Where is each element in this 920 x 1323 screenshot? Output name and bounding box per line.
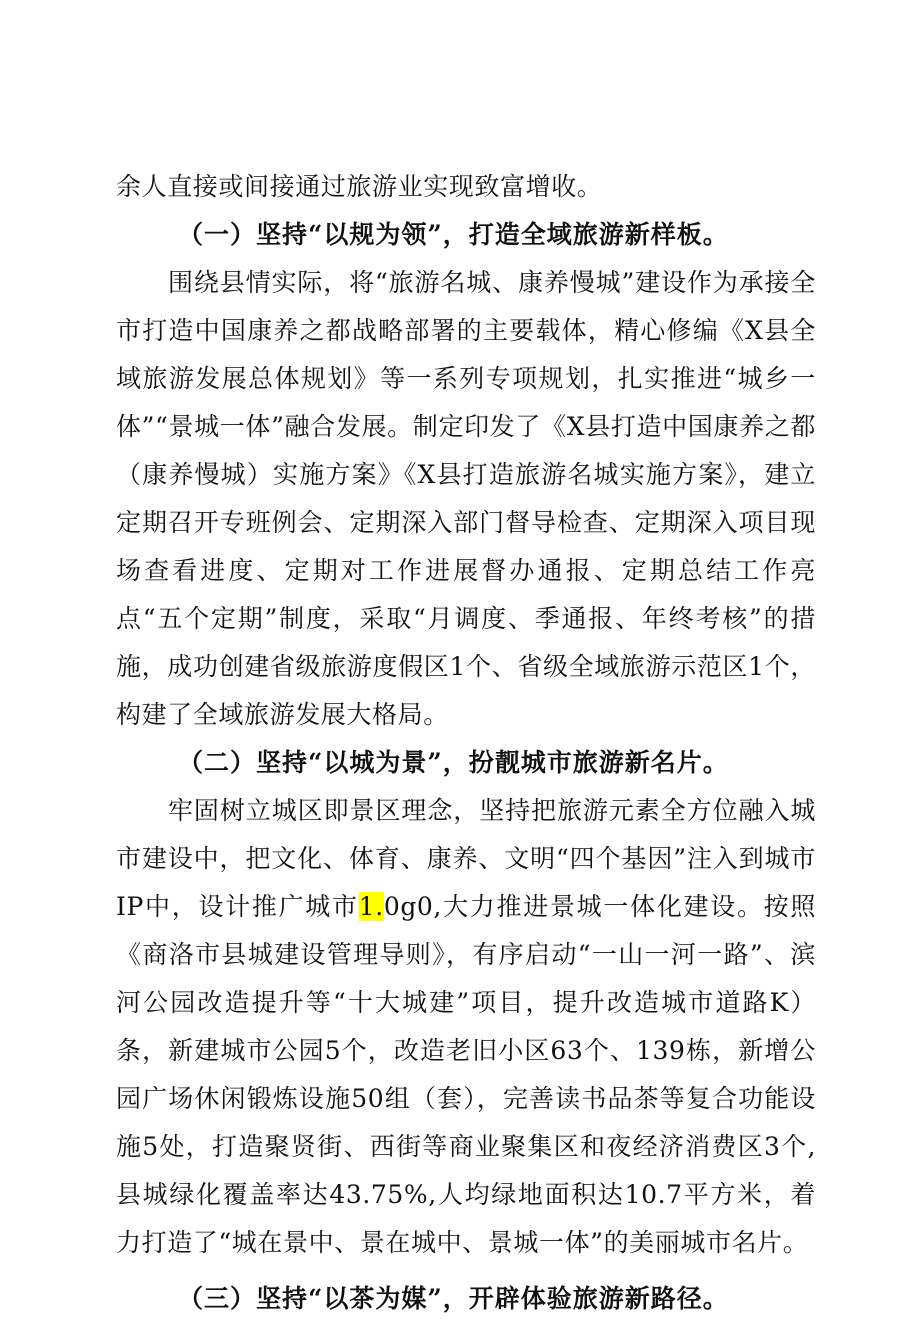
paragraph-continuation: 余人直接或间接通过旅游业实现致富增收。 xyxy=(116,172,603,201)
highlighted-text: 1. xyxy=(358,892,384,921)
paragraph-section-2 xyxy=(116,787,816,1267)
document-body xyxy=(116,163,816,1323)
paragraph-section-1: 围绕县情实际，将“旅游名城、康养慢城”建设作为承接全市打造中国康养之都战略部署的主要载体，精心修编《X县全域旅游发展总体规划》等一系列专项规划，扎实推进“城乡一体”“景城一体”融合发展。制定印发了《X县打造中国康养之都（康养慢城）实施方案》《X县打造旅游名城实施方案》，建立定期召开专班例会、定期深入部门督导检查、定期深入项目现场查看进度、定期对工作进展督办通报、定期总结工作亮点“五个定期”制度，采取“月调度、季通报、年终考核”的措施，成功创建省级旅游度假区1个、省级全域旅游示范区1个，构建了全域旅游发展大格局。 xyxy=(116,268,816,729)
paragraph-section-2-text-b: 0g0,大力推进景城一体化建设。按照《商洛市县城建设管理导则》，有序启动“一山一河一路”、滨河公园改造提升等“十大城建”项目，提升改造城市道路K）条，新建城市公园5个，改造老旧小区63个、139栋，新增公园广场休闲锻炼设施50组（套），完善读书品茶等复合功能设施5处，打造聚贤街、西街等商业聚集区和夜经济消费区3个,县城绿化覆盖率达43.75%,人均绿地面积达10.7平方米，着力打造了“城在景中、景在城中、景城一体”的美丽城市名片。 xyxy=(116,892,816,1257)
paragraph-section-2-text-a: 牢固树立城区即景区理念，坚持把旅游元素全方位融入城市建设中，把文化、体育、康养、文明“四个基因”注入到城市IP中，设计推广城市 xyxy=(116,796,816,921)
section-heading-3: （三）坚持“以茶为媒”，开辟体验旅游新路径。 xyxy=(178,1284,729,1313)
section-heading-1: （一）坚持“以规为领”，打造全域旅游新样板。 xyxy=(178,220,729,249)
section-heading-2: （二）坚持“以城为景”，扮靓城市旅游新名片。 xyxy=(178,748,729,777)
